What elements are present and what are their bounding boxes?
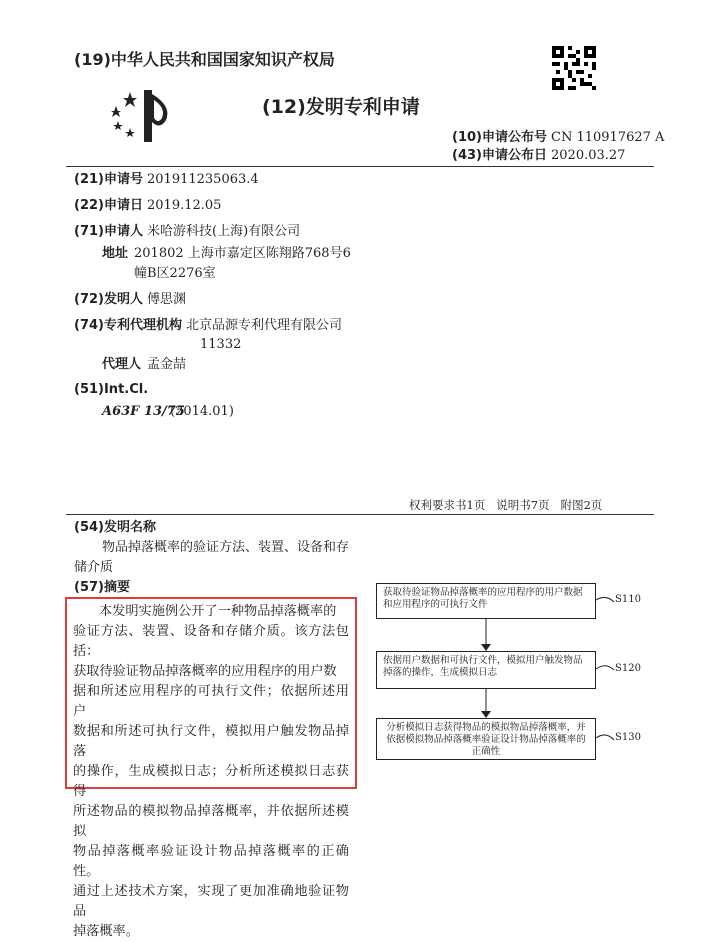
abstract-line: 物品掉落概率验证设计物品掉落概率的正确性。 <box>73 844 349 879</box>
pub-no-label: (10)申请公布号 <box>452 130 547 145</box>
step-label-leader <box>596 597 614 602</box>
flow-step-label: S110 <box>615 594 641 605</box>
page-counts: 权利要求书1页 说明书7页 附图2页 <box>409 498 603 512</box>
agent: 孟金喆 <box>147 357 187 372</box>
agency-label: (74)专利代理机构 <box>74 318 182 333</box>
title-line2: 储介质 <box>74 560 114 575</box>
abstract-line: 获取待验证物品掉落概率的应用程序的用户数 <box>73 664 337 679</box>
abstract-line: 通过上述技术方案，实现了更加准确地验证物品 <box>73 884 349 919</box>
address-label: 地址 <box>102 246 129 261</box>
inventor-label: (72)发明人 <box>74 292 143 307</box>
address-line1: 201802 上海市嘉定区陈翔路768号6 <box>134 246 351 261</box>
abstract-line: 验证方法、装置、设备和存储介质。该方法包括： <box>73 624 349 659</box>
app-date-label: (22)申请日 <box>74 198 143 213</box>
intcl-code: A63F 13/75 <box>102 404 185 419</box>
step-label-leader <box>596 735 614 740</box>
pub-date-label: (43)申请公布日 <box>452 148 547 163</box>
address-line2: 幢B区2276室 <box>134 266 216 281</box>
pub-date: 2020.03.27 <box>551 148 626 163</box>
flow-step-label: S130 <box>615 732 641 743</box>
agency-name: 北京品源专利代理有限公司 <box>186 318 343 333</box>
agent-label: 代理人 <box>102 357 142 372</box>
applicant: 米哈游科技(上海)有限公司 <box>147 224 301 239</box>
abstract-highlight-box <box>65 597 357 939</box>
intcl-label: (51)Int.Cl. <box>74 382 149 397</box>
title-line1: 物品掉落概率的验证方法、装置、设备和存 <box>102 540 350 555</box>
office-name: (19)中华人民共和国国家知识产权局 <box>74 50 335 69</box>
document-type: (12)发明专利申请 <box>262 96 420 118</box>
cnipa-logo <box>108 86 178 146</box>
title-label: (54)发明名称 <box>74 520 156 535</box>
app-date: 2019.12.05 <box>147 198 222 213</box>
pub-no: CN 110917627 A <box>551 130 665 145</box>
qr-code <box>552 46 596 90</box>
inventor: 傅思渊 <box>147 292 187 307</box>
flow-arrowhead <box>481 711 491 718</box>
step-label-leader <box>596 666 614 670</box>
abstract-line: 据和所述应用程序的可执行文件；依据所述用户 <box>73 684 349 719</box>
flow-arrowhead <box>481 644 491 651</box>
app-no-label: (21)申请号 <box>74 172 143 187</box>
applicant-label: (71)申请人 <box>74 224 143 239</box>
flow-step-text: 分析模拟日志获得物品的模拟物品掉落概率，并依据模拟物品掉落概率验证设计物品掉落概率的正确性 <box>386 722 586 757</box>
mid-divider <box>66 514 654 515</box>
abstract-text <box>67 599 355 942</box>
abstract-label: (57)摘要 <box>74 580 130 595</box>
flow-step-label: S120 <box>615 663 641 674</box>
app-no: 201911235063.4 <box>147 172 259 187</box>
abstract-line: 数据和所述可执行文件，模拟用户触发物品掉落 <box>73 724 349 759</box>
intcl-year: (2014.01) <box>170 404 234 419</box>
abstract-line: 掉落概率。 <box>73 924 139 939</box>
flowchart-connectors <box>360 580 660 770</box>
flow-step-text: 依据用户数据和可执行文件，模拟用户触发物品掉落的操作，生成模拟日志 <box>383 655 583 678</box>
abstract-line: 本发明实施例公开了一种物品掉落概率的 <box>99 604 337 619</box>
flow-step-text: 获取待验证物品掉落概率的应用程序的用户数据和应用程序的可执行文件 <box>383 587 583 610</box>
agency-code: 11332 <box>200 337 242 352</box>
abstract-line: 的操作，生成模拟日志；分析所述模拟日志获得 <box>73 764 349 799</box>
header-divider <box>66 166 654 167</box>
abstract-line: 所述物品的模拟物品掉落概率，并依据所述模拟 <box>73 804 349 839</box>
